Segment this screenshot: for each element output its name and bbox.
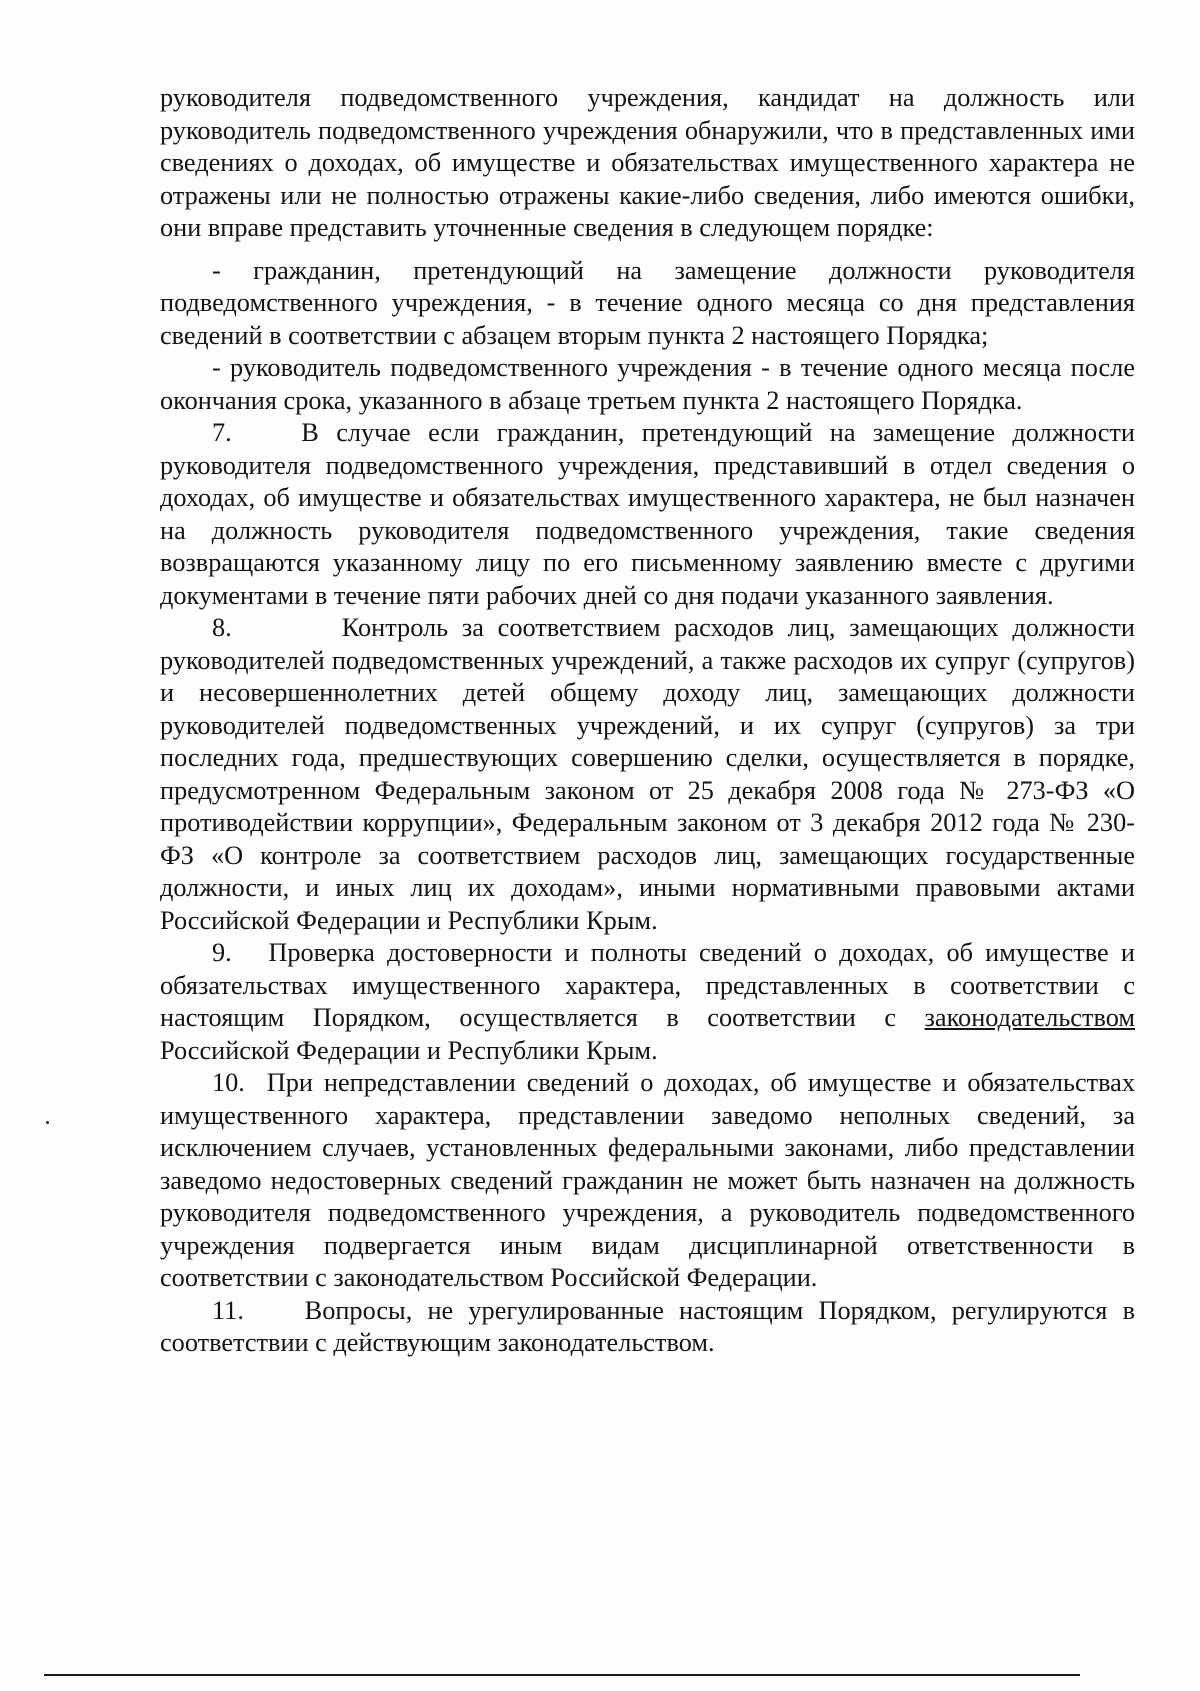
dash-item-head: - руководитель подведомственного учреждения - в течение одного месяца после окончания срока, указанного в абзаце третьем пункта 2 настоящего Порядка. [160, 353, 1135, 415]
legislation-link[interactable]: законодательством [924, 1003, 1135, 1032]
clause-9-text-after: Российской Федерации и Республики Крым. [160, 1035, 658, 1065]
clause-7-text: В случае если гражданин, претендующий на замещение должности руководителя подведомственного учреждения, представивший в отдел сведения о доходах, об имуществе и обязательствах имущественного характера, не был назначен на должность руководителя подведомственного учреждения, такие сведения возвращаются указанному лицу по его письменному заявлению вместе с другими документами в течение пяти рабочих дней со дня подачи указанного заявления. [160, 418, 1135, 610]
bottom-rule [44, 1674, 1080, 1676]
clause-10 [160, 1067, 1135, 1295]
clause-9-number: 9. [212, 938, 232, 967]
dash-item-citizen: - гражданин, претендующий на замещение должности руководителя подведомственного учреждения, - в течение одного месяца со дня представления сведений в соответствии с абзацем вторым пункта 2 настоящего Порядка; [160, 255, 1135, 350]
clause-11-text: Вопросы, не урегулированные настоящим Порядком, регулируются в соответствии с действующим законодательством. [160, 1295, 1135, 1357]
clause-11 [160, 1295, 1135, 1360]
clause-10-number: 10. [212, 1068, 245, 1097]
clause-10-text: При непредставлении сведений о доходах, об имуществе и обязательствах имущественного характера, представлении заведомо неполных сведений, за исключением случаев, установленных федеральными законами, либо представлении заведомо недостоверных сведений гражданин не может быть назначен на должность руководителя подведомственного учреждения, а руководитель подведомственного учреждения подвергается иным видам дисциплинарной ответственности в соответствии с законодательством Российской Федерации. [160, 1068, 1135, 1292]
scan-speck [46, 1121, 49, 1124]
clause-11-number: 11. [212, 1295, 244, 1325]
clause-7-number: 7. [212, 418, 232, 447]
intro-paragraph: руководителя подведомственного учреждения, кандидат на должность или руководитель подведомственного учреждения обнаружили, что в представленных ими сведениях о доходах, об имуществе и обязательствах имущественного характера не отражены или не полностью отражены какие-либо сведения, либо имеются ошибки, они вправе представить уточненные сведения в следующем порядке: [160, 83, 1135, 242]
document-body [160, 82, 1135, 1360]
clause-9 [160, 937, 1135, 1067]
clause-9-text-before: Проверка достоверности и полноты сведений о доходах, об имуществе и обязательствах имущественного характера, представленных в соответствии с настоящим Порядком, осуществляется в соответствии с [160, 938, 1135, 1032]
clause-7 [160, 417, 1135, 612]
clause-8-number: 8. [212, 613, 232, 642]
clause-8-text: Контроль за соответствием расходов лиц, замещающих должности руководителей подведомственных учреждений, а также расходов их супруг (супругов) и несовершеннолетних детей общему доходу лиц, замещающих должности руководителей подведомственных учреждений, и их супруг (супругов) за три последних года, предшествующих совершению сделки, осуществляется в порядке, предусмотренном Федеральным законом от 25 декабря 2008 года № 273-ФЗ «О противодействии коррупции», Федеральным законом от 3 декабря 2012 года № 230-ФЗ «О контроле за соответствием расходов лиц, замещающих государственные должности, и иных лиц их доходам», иными нормативными правовыми актами Российской Федерации и Республики Крым. [160, 613, 1135, 935]
clause-8 [160, 612, 1135, 937]
